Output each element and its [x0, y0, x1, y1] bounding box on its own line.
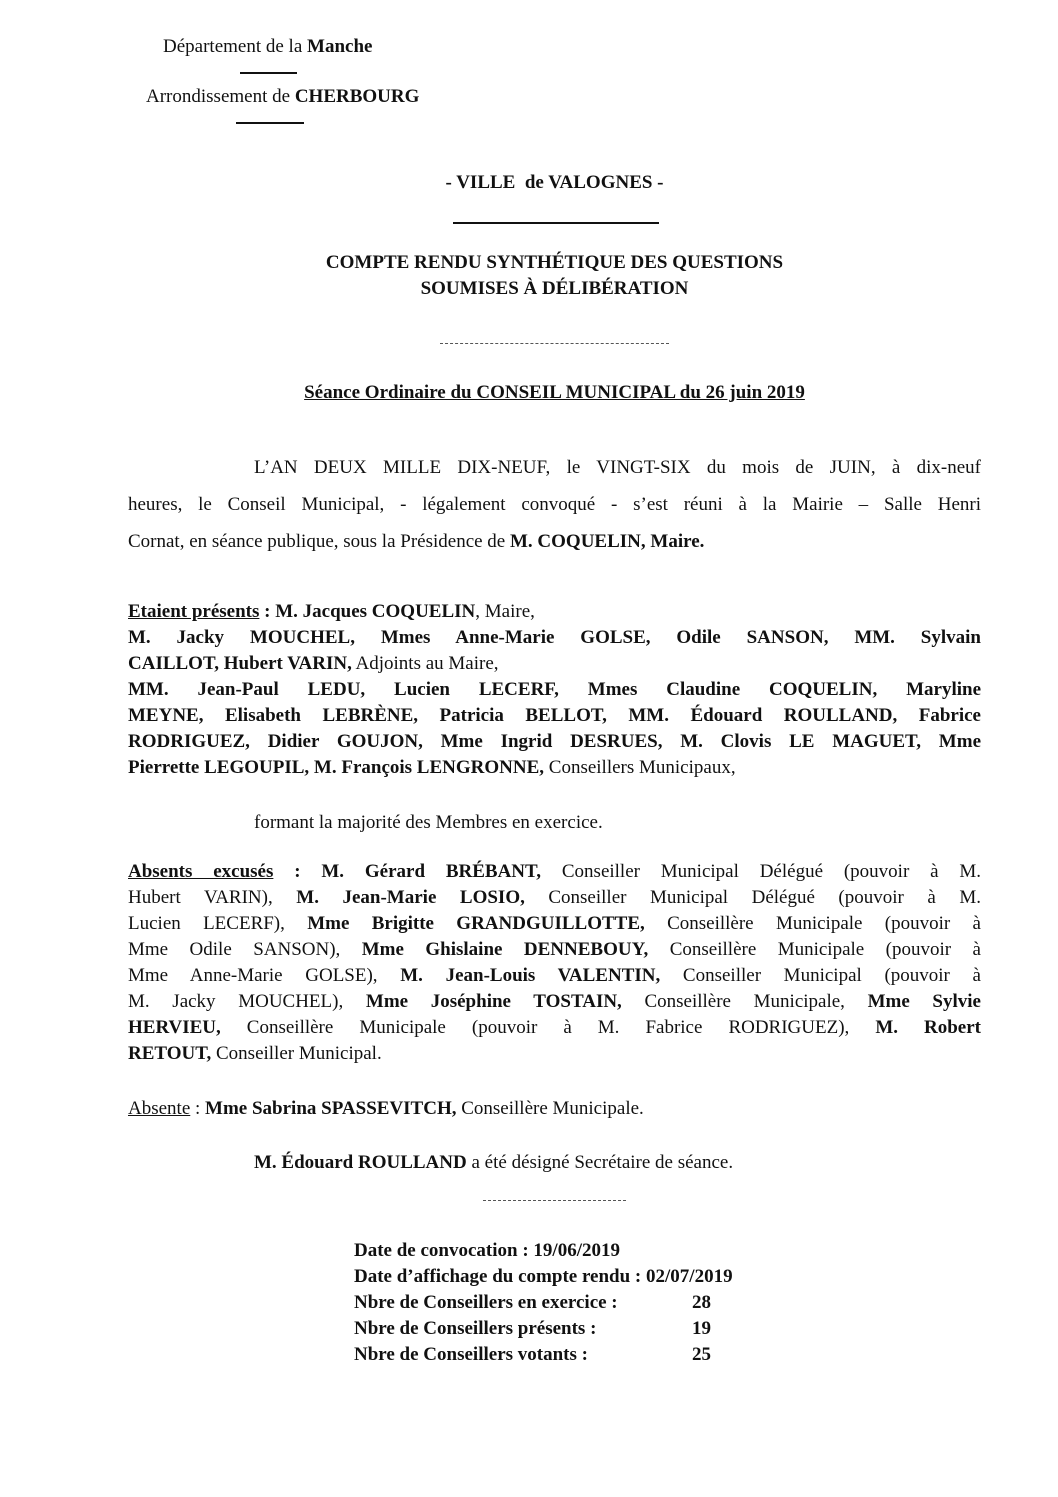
absente-label: Absente: [128, 1098, 191, 1119]
arrondissement-name: CHERBOURG: [294, 86, 420, 107]
conseillers-exercice: Nbre de Conseillers en exercice : 28: [354, 1290, 733, 1316]
absents-line: Lucien LECERF), Mme Brigitte GRANDGUILLOTTE, Conseillère Municipale (pouvoir à: [128, 913, 981, 934]
seance-title-text: Séance Ordinaire du CONSEIL MUNICIPAL du 26 juin 2019: [304, 382, 805, 403]
title-separator: [440, 343, 669, 344]
conseillers-exercice-value: 28: [692, 1292, 711, 1313]
presents-line: M. Jacky MOUCHEL, Mmes Anne-Marie GOLSE, Odile SANSON, MM. Sylvain: [128, 627, 981, 648]
maire-name: M. Jacques COQUELIN: [275, 601, 476, 622]
absents-line: Absents excusés : M. Gérard BRÉBANT, Conseiller Municipal Délégué (pouvoir à M.: [128, 861, 981, 882]
absents-line: RETOUT, Conseiller Municipal.: [128, 1043, 382, 1064]
conseillers-votants-value: 25: [692, 1344, 711, 1365]
president-name: M. COQUELIN, Maire.: [510, 531, 705, 552]
conseillers-presents: Nbre de Conseillers présents : 19: [354, 1316, 733, 1342]
majorite-text: formant la majorité des Membres en exercice.: [254, 812, 603, 833]
departement-header: [163, 36, 372, 58]
secretaire-separator: [483, 1200, 626, 1201]
presents-paragraph: [128, 599, 981, 781]
absente-name: Mme Sabrina SPASSEVITCH,: [205, 1098, 457, 1119]
absents-line: Hubert VARIN), M. Jean-Marie LOSIO, Conseiller Municipal Délégué (pouvoir à M.: [128, 887, 981, 908]
intro-line: L’AN DEUX MILLE DIX-NEUF, le VINGT-SIX du mois de JUIN, à dix-neuf: [254, 457, 981, 478]
presents-line: Pierrette LEGOUPIL, M. François LENGRONNE, Conseillers Municipaux,: [128, 757, 736, 778]
intro-text: Cornat, en séance publique, sous la Présidence de: [128, 531, 510, 552]
absente-line: Absente : Mme Sabrina SPASSEVITCH, Conseillère Municipale.: [128, 1098, 644, 1119]
seance-title: [0, 382, 1058, 404]
arrondissement-header: [146, 86, 419, 108]
ville-title: - VILLE de VALOGNES -: [445, 172, 664, 193]
secretaire-name: M. Édouard ROULLAND: [254, 1152, 467, 1173]
compte-rendu-title-line1: COMPTE RENDU SYNTHÉTIQUE DES QUESTIONS: [325, 252, 784, 273]
departement-name: Manche: [307, 36, 373, 57]
presents-label: Etaient présents: [128, 601, 260, 622]
absents-excuses-label: Absents excusés: [128, 861, 274, 882]
presents-line: Etaient présents : M. Jacques COQUELIN, Maire,: [128, 601, 535, 622]
presents-line: MEYNE, Elisabeth LEBRÈNE, Patricia BELLOT, MM. Édouard ROULLAND, Fabrice: [128, 705, 981, 726]
header-rule-2: [236, 122, 304, 124]
absents-line: Mme Odile SANSON), Mme Ghislaine DENNEBOUY, Conseillère Municipale (pouvoir à: [128, 939, 981, 960]
departement-prefix: Département de la: [163, 36, 308, 57]
stats-block: [354, 1238, 733, 1368]
secretaire-line: M. Édouard ROULLAND a été désigné Secrétaire de séance.: [254, 1152, 734, 1173]
conseillers-presents-value: 19: [692, 1318, 711, 1339]
arrondissement-prefix: Arrondissement de: [146, 86, 295, 107]
intro-line: [128, 523, 981, 560]
absents-line: Mme Anne-Marie GOLSE), M. Jean-Louis VALENTIN, Conseiller Municipal (pouvoir à: [128, 965, 981, 986]
presents-line: RODRIGUEZ, Didier GOUJON, Mme Ingrid DESRUES, M. Clovis LE MAGUET, Mme: [128, 731, 981, 752]
conseillers-votants: Nbre de Conseillers votants : 25: [354, 1342, 733, 1368]
presents-line: CAILLOT, Hubert VARIN, Adjoints au Maire,: [128, 653, 499, 674]
intro-line: heures, le Conseil Municipal, - légalement convoqué - s’est réuni à la Mairie – Salle Henri: [128, 494, 981, 515]
compte-rendu-title-line2: SOUMISES À DÉLIBÉRATION: [420, 278, 689, 299]
absents-line: HERVIEU, Conseillère Municipale (pouvoir à M. Fabrice RODRIGUEZ), M. Robert: [128, 1017, 981, 1038]
affichage-date: Date d’affichage du compte rendu : 02/07/2019: [354, 1266, 733, 1287]
presents-line: MM. Jean-Paul LEDU, Lucien LECERF, Mmes Claudine COQUELIN, Maryline: [128, 679, 981, 700]
intro-paragraph: [128, 449, 981, 560]
convocation-date: Date de convocation : 19/06/2019: [354, 1240, 620, 1261]
absents-excuses-paragraph: [128, 859, 981, 1067]
header-rule-1: [240, 72, 297, 74]
ville-rule: [453, 222, 659, 224]
absents-line: M. Jacky MOUCHEL), Mme Joséphine TOSTAIN, Conseillère Municipale, Mme Sylvie: [128, 991, 981, 1012]
